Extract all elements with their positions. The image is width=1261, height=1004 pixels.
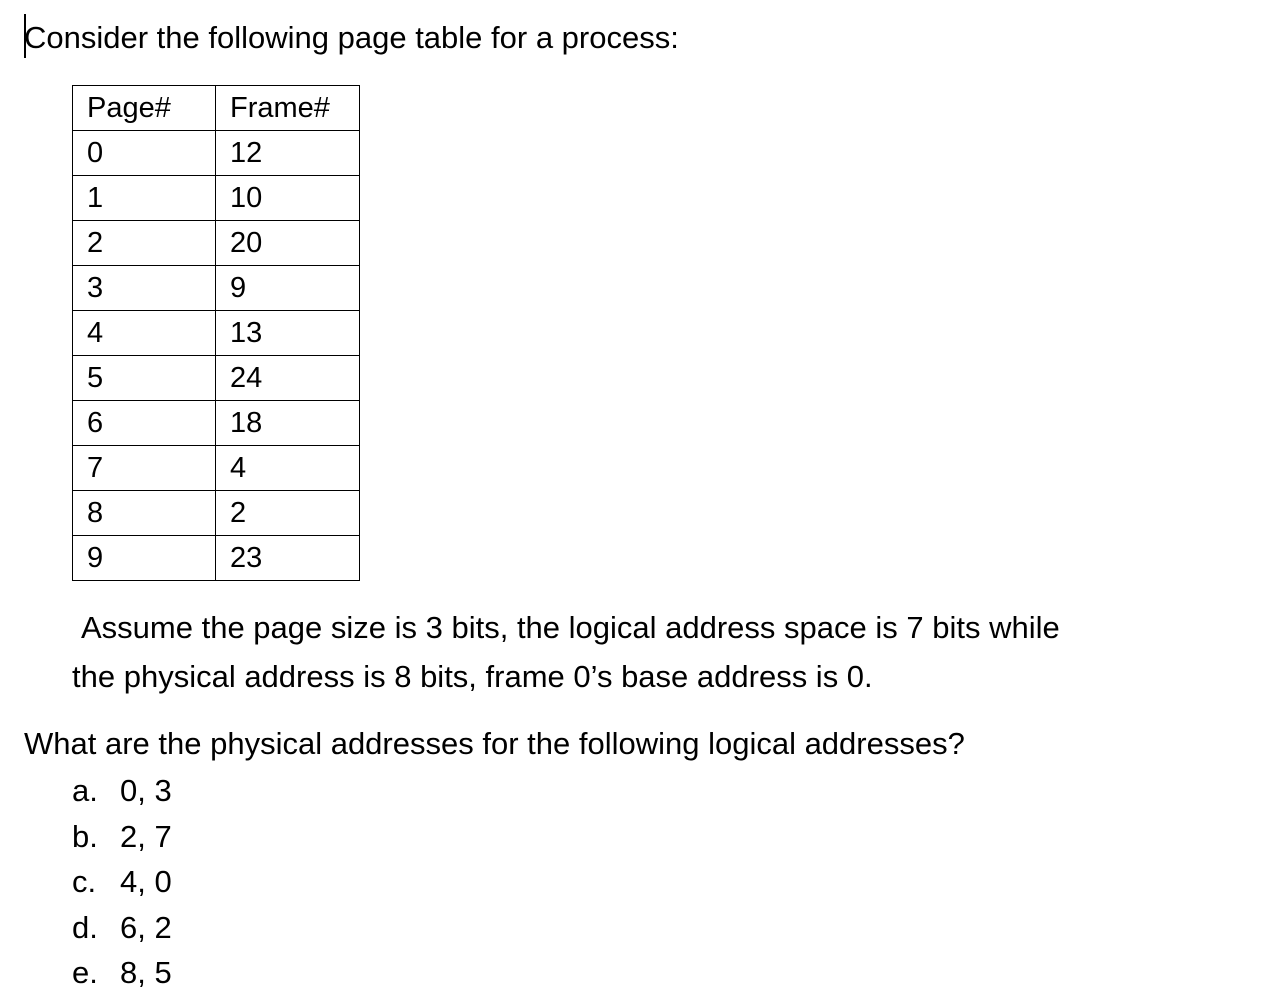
question-text: What are the physical addresses for the following logical addresses? <box>24 726 965 761</box>
frame-cell: 24 <box>216 356 360 401</box>
option-label: a. <box>72 773 98 808</box>
page-cell: 6 <box>73 401 216 446</box>
column-header-page: Page# <box>73 86 216 131</box>
page-cell: 7 <box>73 446 216 491</box>
option-label: c. <box>72 864 97 899</box>
frame-cell: 18 <box>216 401 360 446</box>
page-cell: 5 <box>73 356 216 401</box>
options-list <box>72 768 172 996</box>
frame-cell: 12 <box>216 131 360 176</box>
list-item <box>72 905 172 951</box>
table-row <box>73 266 360 311</box>
table-row <box>73 356 360 401</box>
frame-cell: 20 <box>216 221 360 266</box>
page-cell: 2 <box>73 221 216 266</box>
table-row <box>73 311 360 356</box>
option-value: 6, 2 <box>120 909 172 945</box>
option-label: d. <box>72 909 98 945</box>
assumption-line-2: the physical address is 8 bits, frame 0’s base address is 0. <box>72 659 873 694</box>
table-row <box>73 401 360 446</box>
table-row <box>73 446 360 491</box>
assumption-line-1: Assume the page size is 3 bits, the logical address space is 7 bits while <box>81 610 1060 645</box>
frame-cell: 10 <box>216 176 360 221</box>
page-cell: 3 <box>73 266 216 311</box>
frame-cell: 4 <box>216 446 360 491</box>
column-header-frame: Frame# <box>216 86 360 131</box>
list-item <box>72 950 172 996</box>
page-cell: 1 <box>73 176 216 221</box>
frame-cell: 23 <box>216 536 360 581</box>
table-row <box>73 491 360 536</box>
table-row <box>73 131 360 176</box>
option-label: e. <box>72 955 98 990</box>
assumption-paragraph <box>72 603 1060 701</box>
page-cell: 9 <box>73 536 216 581</box>
table-row <box>73 536 360 581</box>
page-table <box>72 85 360 581</box>
option-value: 0, 3 <box>120 773 172 808</box>
option-value: 4, 0 <box>120 864 172 899</box>
frame-cell: 13 <box>216 311 360 356</box>
option-value: 2, 7 <box>120 818 172 854</box>
table-header-row <box>73 86 360 131</box>
page-cell: 4 <box>73 311 216 356</box>
table-row <box>73 221 360 266</box>
option-label: b. <box>72 818 98 854</box>
page-cell: 0 <box>73 131 216 176</box>
list-item <box>72 859 172 905</box>
frame-cell: 2 <box>216 491 360 536</box>
list-item <box>72 768 172 814</box>
option-value: 8, 5 <box>120 955 172 990</box>
frame-cell: 9 <box>216 266 360 311</box>
intro-text: Consider the following page table for a process: <box>24 20 679 55</box>
list-item <box>72 814 172 860</box>
page-cell: 8 <box>73 491 216 536</box>
table-row <box>73 176 360 221</box>
